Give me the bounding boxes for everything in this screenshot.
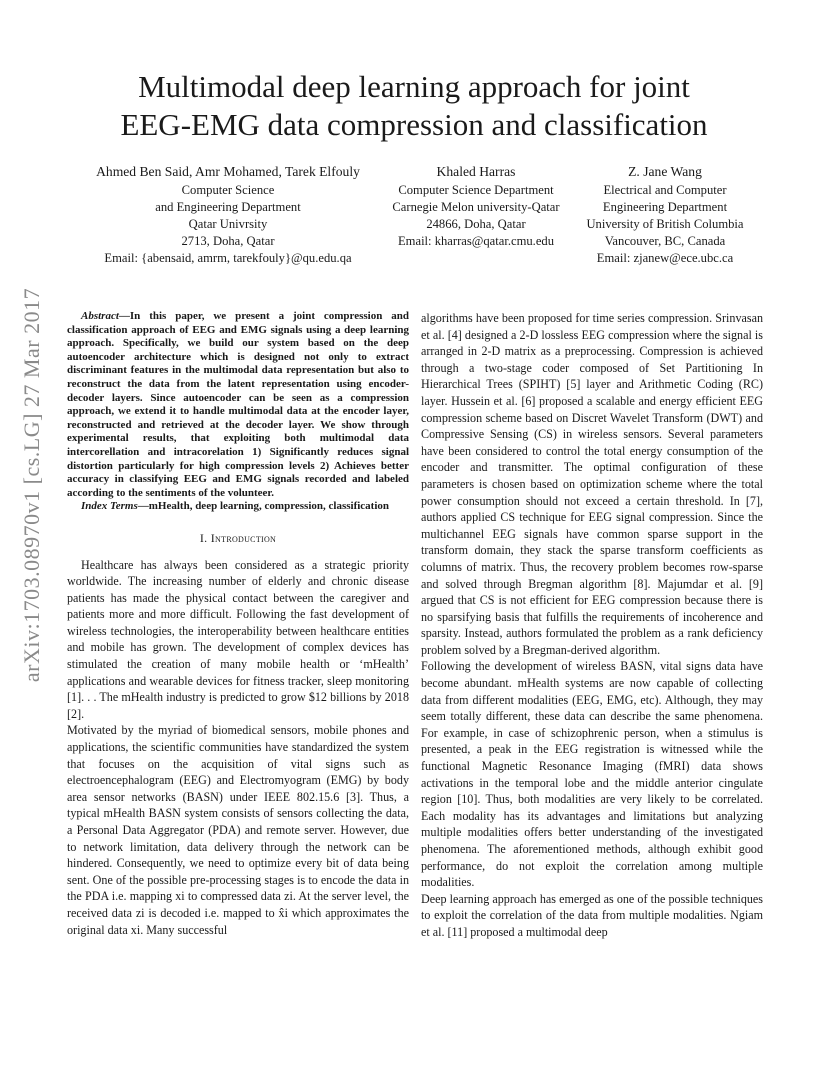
- author-email: Email: {abensaid, amrm, tarekfouly}@qu.edu.qa: [104, 251, 352, 265]
- author-names: Z. Jane Wang: [628, 164, 702, 179]
- author-email: Email: zjanew@ece.ubc.ca: [596, 251, 734, 265]
- author-names: Khaled Harras: [436, 164, 516, 179]
- affiliation-line: and Engineering Department: [155, 200, 301, 214]
- abstract-text: —In this paper, we present a joint compression and classification approach of EEG and EMG signals using a deep learning approach. Specifically, we build our system based on the deep autoencoder architecture which is designed not only to extract discriminant features in the multimodal data representation but also to reconstruct the data from the latent representation using encoder-decoder layers. Since autoencoder can be seen as a compression approach, we extend it to handle multimodal data at the encoder layer, reconstructed and retrieved at the decoder layer. We show through experimental results, that exploiting both multimodal data intercorellation and intracorelation 1) Significantly reduces signal distortion particularly for high compression levels 2) Achieves better accuracy in classifying EEG and EMG signals recorded and labeled according to the sentiments of the volunteer.: [67, 310, 409, 499]
- index-terms-text: —mHealth, deep learning, compression, classification: [137, 500, 390, 513]
- author-names: Ahmed Ben Said, Amr Mohamed, Tarek Elfouly: [96, 164, 360, 179]
- abstract: [67, 310, 409, 500]
- section-heading: I. Introduction: [199, 530, 277, 545]
- index-terms-label: Index Terms: [81, 500, 138, 513]
- affiliation-line: Electrical and Computer: [603, 183, 727, 197]
- author-block-3: [575, 163, 755, 267]
- body-paragraph: Deep learning approach has emerged as one of the possible techniques to exploit the correlation of the data from multiple modalities. Ngiam et al. [11] proposed a multimodal deep: [421, 891, 763, 939]
- body-paragraph: algorithms have been proposed for time series compression. Srinvasan et al. [4] designed a 2-D lossless EEG compression where the signal is arranged in 2-D matrix as a preprocessing. Compression is achieved through a two-stage coder composed of Set Partitioning In Hierarchical Trees (SPIHT) [5] layer and Arithmetic Coding (RC) layer. Hussein et al. [6] proposed a scalable and energy efficient EEG compression scheme based on Discret Wavelet Transform (DWT) and Compressive Sensing (CS) in wireless sensors. Several parameters have been considered to control the total energy consumption of the encoder and transmitter. The optimal configuration of these parameters is chosen based on optimization scheme where the total power consumption should not exceed a certain threshold. In [7], authors applied CS technique for EEG signal compression. Since the multichannel EEG signals have common sparse support in the transform domain, they stack the sparse transform coefficients as columns of matrix. Thus, the recovery problem becomes row-sparse and solved through Bregman algorithm [8]. Majumdar et al. [9] argued that CS is not efficient for EEG compression because there is no sparsifying basis that fulfills the requirements of incoherence and sparsity. Instead, authors formulated the problem as a rank deficiency problem solved by a Bregman-derived algorithm.: [421, 311, 763, 657]
- affiliation-line: Carnegie Melon university-Qatar: [392, 200, 560, 214]
- affiliation-line: Computer Science: [181, 183, 275, 197]
- author-block-2: [376, 163, 576, 250]
- title-line-2: EEG-EMG data compression and classification: [120, 107, 708, 142]
- arxiv-stamp: [12, 285, 52, 685]
- title-line-1: Multimodal deep learning approach for joint: [138, 69, 690, 104]
- index-terms: [67, 500, 409, 514]
- affiliation-line: Engineering Department: [602, 200, 728, 214]
- left-column: [67, 310, 409, 938]
- affiliation-line: 24866, Doha, Qatar: [426, 217, 526, 231]
- arxiv-id: arXiv:1703.08970v1 [cs.LG] 27 Mar 2017: [19, 287, 44, 683]
- paper-title: [0, 68, 828, 144]
- body-paragraph: Motivated by the myriad of biomedical sensors, mobile phones and applications, the scientific communities have standardized the system that focuses on the acquisition of vital signs such as electroencephalogram (EEG) and Electromyogram (EMG) by body area sensor networks (BASN) under IEEE 802.15.6 [3]. Thus, a typical mHealth BASN system consists of sensors collecting the data, a Personal Data Aggregator (PDA) and remote server. However, due to network limitation, data delivery through the network can be hindered. Consequently, we need to optimize every bit of data being sent. One of the possible pre-processing stages is to encode the data in the PDA i.e. mapping xi to compressed data zi. At the server level, the received data zi is decoded i.e. mapped to x̂i which approximates the original data xi. Many successful: [67, 723, 409, 937]
- affiliation-line: University of British Columbia: [586, 217, 744, 231]
- author-email: Email: kharras@qatar.cmu.edu: [397, 234, 555, 248]
- body-paragraph: Following the development of wireless BASN, vital signs data have become abundant. mHealth systems are now capable of collecting data from different modalities (EEG, EMG, etc). Although, they may seem totally different, these data can describe the same phenomena. For example, in case of schizophrenic person, when a stimulus is presented, a peak in the EEG registration is witnessed while the functional Magnetic Resonance Imaging (fMRI) data shows activations in the temporal lobe and the middle anterior cingulate region [10]. Thus, both modalities are very likely to be correlated. Each modality has its advantages and limitations but analyzing multiple modalities offers better understanding of the investigated phenomena. The aforementioned methods, although exhibit good performance, do not exploit the correlation among multiple modalities.: [421, 659, 763, 890]
- author-block-1: [78, 163, 378, 267]
- affiliation-line: Vancouver, BC, Canada: [604, 234, 726, 248]
- affiliation-line: Qatar Univrsity: [188, 217, 268, 231]
- right-column: [421, 310, 763, 941]
- affiliation-line: 2713, Doha, Qatar: [181, 234, 275, 248]
- body-paragraph: Healthcare has always been considered as a strategic priority worldwide. The increasing number of elderly and chronic disease patients has made the physical contact between the caregiver and patients more and more difficult. Following the fast development of wireless technologies, the interoperability between healthcare entities and mobile has grown. The development of complex devices has stimulated the creation of many mobile health or ‘mHealth’ applications and wearable devices for fitness tracker, sleep monitoring [1]. . . The mHealth industry is predicted to grow $12 billions by 2018 [2].: [67, 557, 409, 721]
- abstract-label: Abstract: [81, 310, 119, 322]
- affiliation-line: Computer Science Department: [398, 183, 554, 197]
